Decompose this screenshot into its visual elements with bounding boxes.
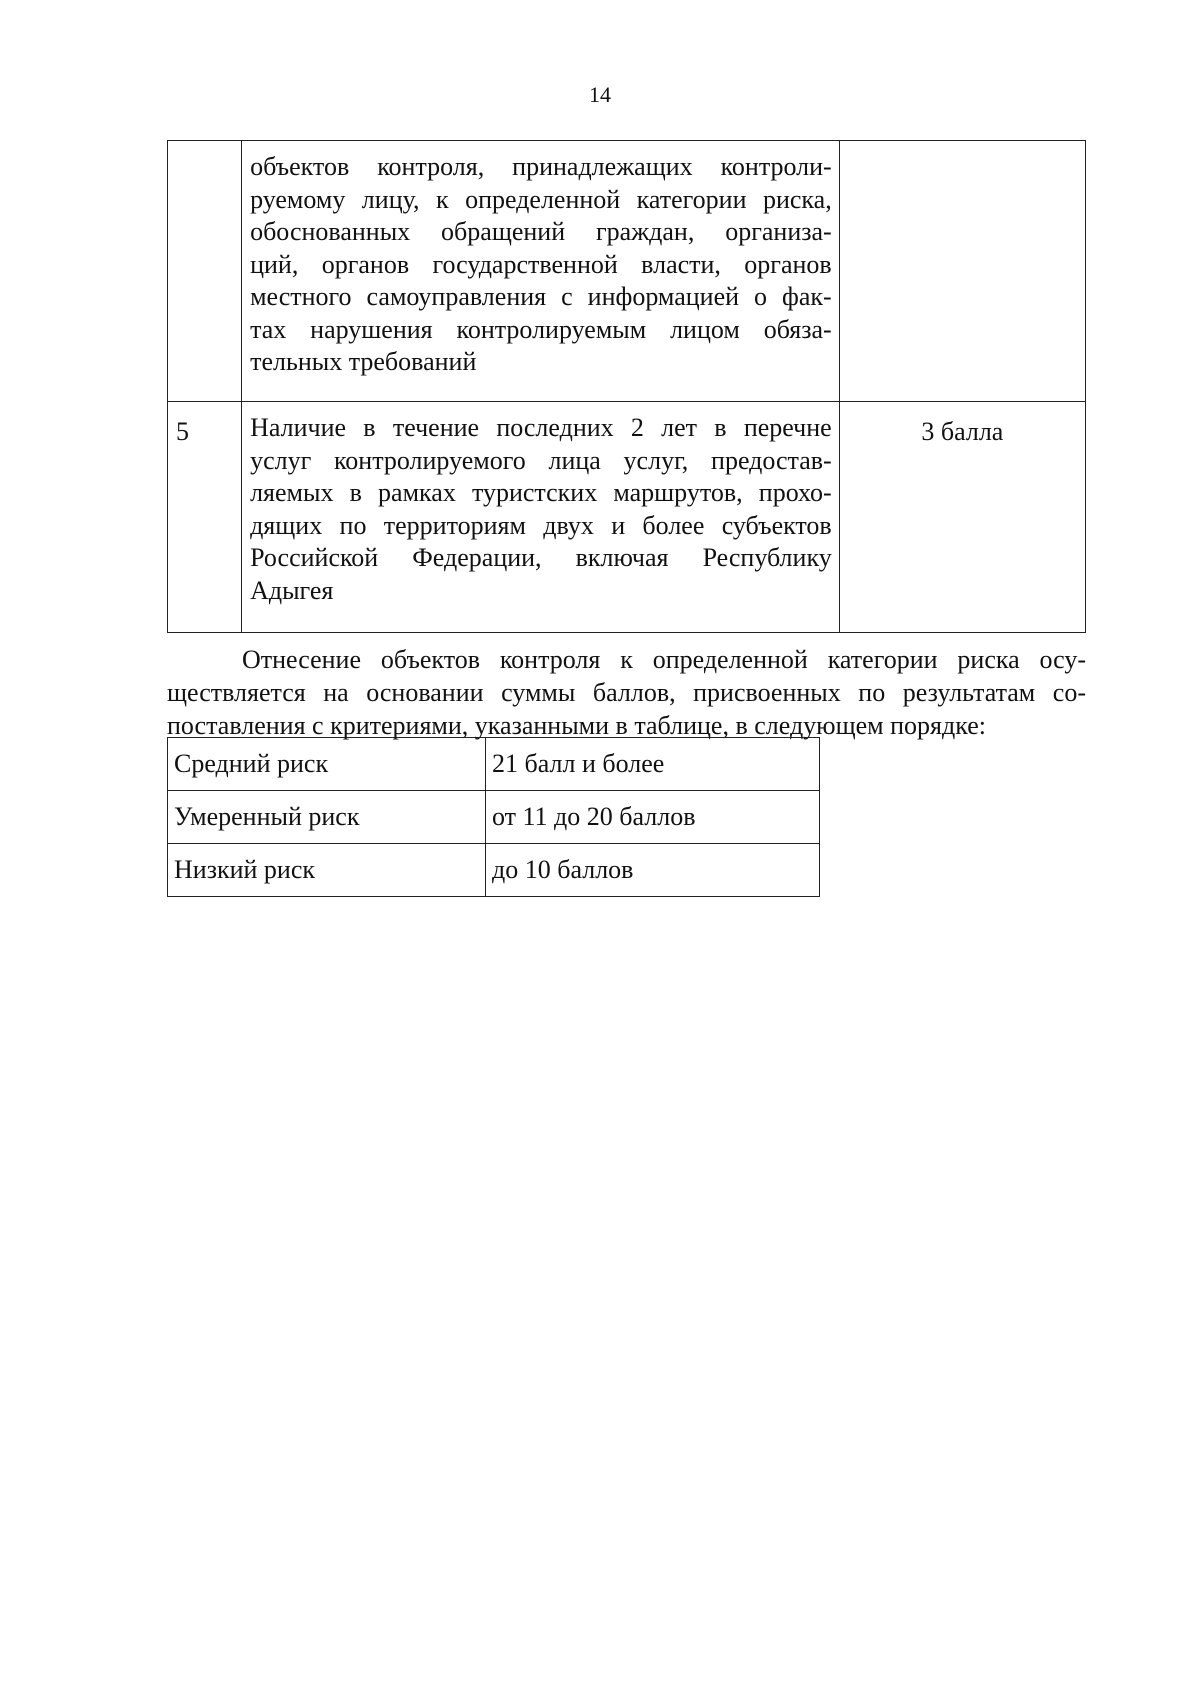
criterion-text-line: услуг контролируемого лица услуг, предостав- [250, 445, 832, 475]
risk-assignment-paragraph [167, 643, 1086, 742]
paragraph-line: Отнесение объектов контроля к определенной категории риска осу- [242, 645, 1086, 674]
criterion-text-line: Российской Федерации, включая Республику [250, 543, 832, 572]
criterion-text-cell [242, 141, 840, 402]
paragraph-line: ществляется на основании суммы баллов, присвоенных по результатам со- [167, 678, 1086, 707]
risk-category-table [167, 737, 820, 897]
score-cell [839, 141, 1085, 402]
risk-category-cell: Средний риск [168, 738, 486, 791]
paragraph-line: поставления с критериями, указанными в таблице, в следующем порядке: [167, 711, 986, 740]
table-row [168, 402, 1086, 633]
score-cell: 3 балла [839, 402, 1085, 633]
criterion-text-line: руемому лицу, к определенной категории риска, [250, 184, 832, 214]
criterion-text-line: Адыгея [250, 575, 334, 605]
criteria-table [167, 140, 1086, 633]
score-range-cell: 21 балл и более [486, 738, 820, 791]
criterion-text-line: местного самоуправления с информацией о фак- [250, 282, 832, 311]
criterion-text-line: объектов контроля, принадлежащих контроли- [250, 152, 832, 181]
risk-category-cell: Умеренный риск [168, 791, 486, 844]
table-row [168, 791, 820, 844]
criterion-text-line: ляемых в рамках туристских маршрутов, прохо- [250, 478, 832, 507]
criterion-text-line: дящих по территориям двух и более субъектов [250, 510, 832, 540]
criterion-text-line: тельных требований [250, 347, 477, 376]
score-range-cell: до 10 баллов [486, 844, 820, 897]
page-number: 14 [589, 82, 611, 107]
row-number-cell [168, 141, 242, 402]
row-number-cell: 5 [168, 402, 242, 633]
table-row [168, 844, 820, 897]
criterion-text-line: Наличие в течение последних 2 лет в перечне [250, 413, 832, 442]
criterion-text-line: тах нарушения контролируемым лицом обяза- [250, 314, 832, 344]
risk-category-cell: Низкий риск [168, 844, 486, 897]
table-row [168, 141, 1086, 402]
criterion-text-line: обоснованных обращений граждан, организа- [250, 217, 832, 246]
table-row [168, 738, 820, 791]
score-range-cell: от 11 до 20 баллов [486, 791, 820, 844]
criterion-text-line: ций, органов государственной власти, органов [250, 249, 832, 279]
criterion-text-cell [242, 402, 840, 633]
